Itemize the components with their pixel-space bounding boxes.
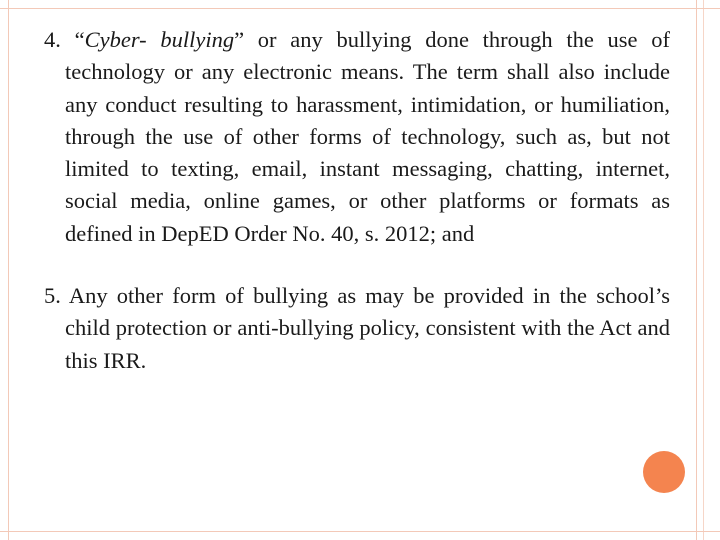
close-quote: ”: [234, 27, 245, 52]
item-number: 4.: [44, 27, 61, 52]
item-text: or any bullying done through the use of technology or any electronic means. The term shall also include any conduct resulting to harassment, intimidation, or humiliation, through the use of other forms of technology, such as, but not limited to texting, email, instant messaging, chatting, internet, social media, online games, or other platforms or formats as defined in DepED Order No. 40, s. 2012; and: [65, 27, 671, 246]
top-border-line: [0, 8, 720, 9]
bottom-border-line: [0, 531, 720, 532]
right-border-line-outer: [703, 0, 704, 540]
list-item-other-bullying: [44, 280, 670, 377]
item-number: 5.: [44, 283, 61, 309]
orange-circle-decoration: [643, 451, 685, 493]
item-text: Any other form of bullying as may be provided in the school’s child protection or anti-bullying policy, consistent with the Act and this IRR.: [65, 283, 670, 373]
slide-body: [44, 24, 670, 377]
list-item-cyber-bullying: [44, 24, 670, 250]
defined-term: Cyber- bullying: [84, 27, 235, 52]
left-border-line: [8, 0, 9, 540]
open-quote: “: [74, 27, 85, 52]
right-border-line: [696, 0, 697, 540]
